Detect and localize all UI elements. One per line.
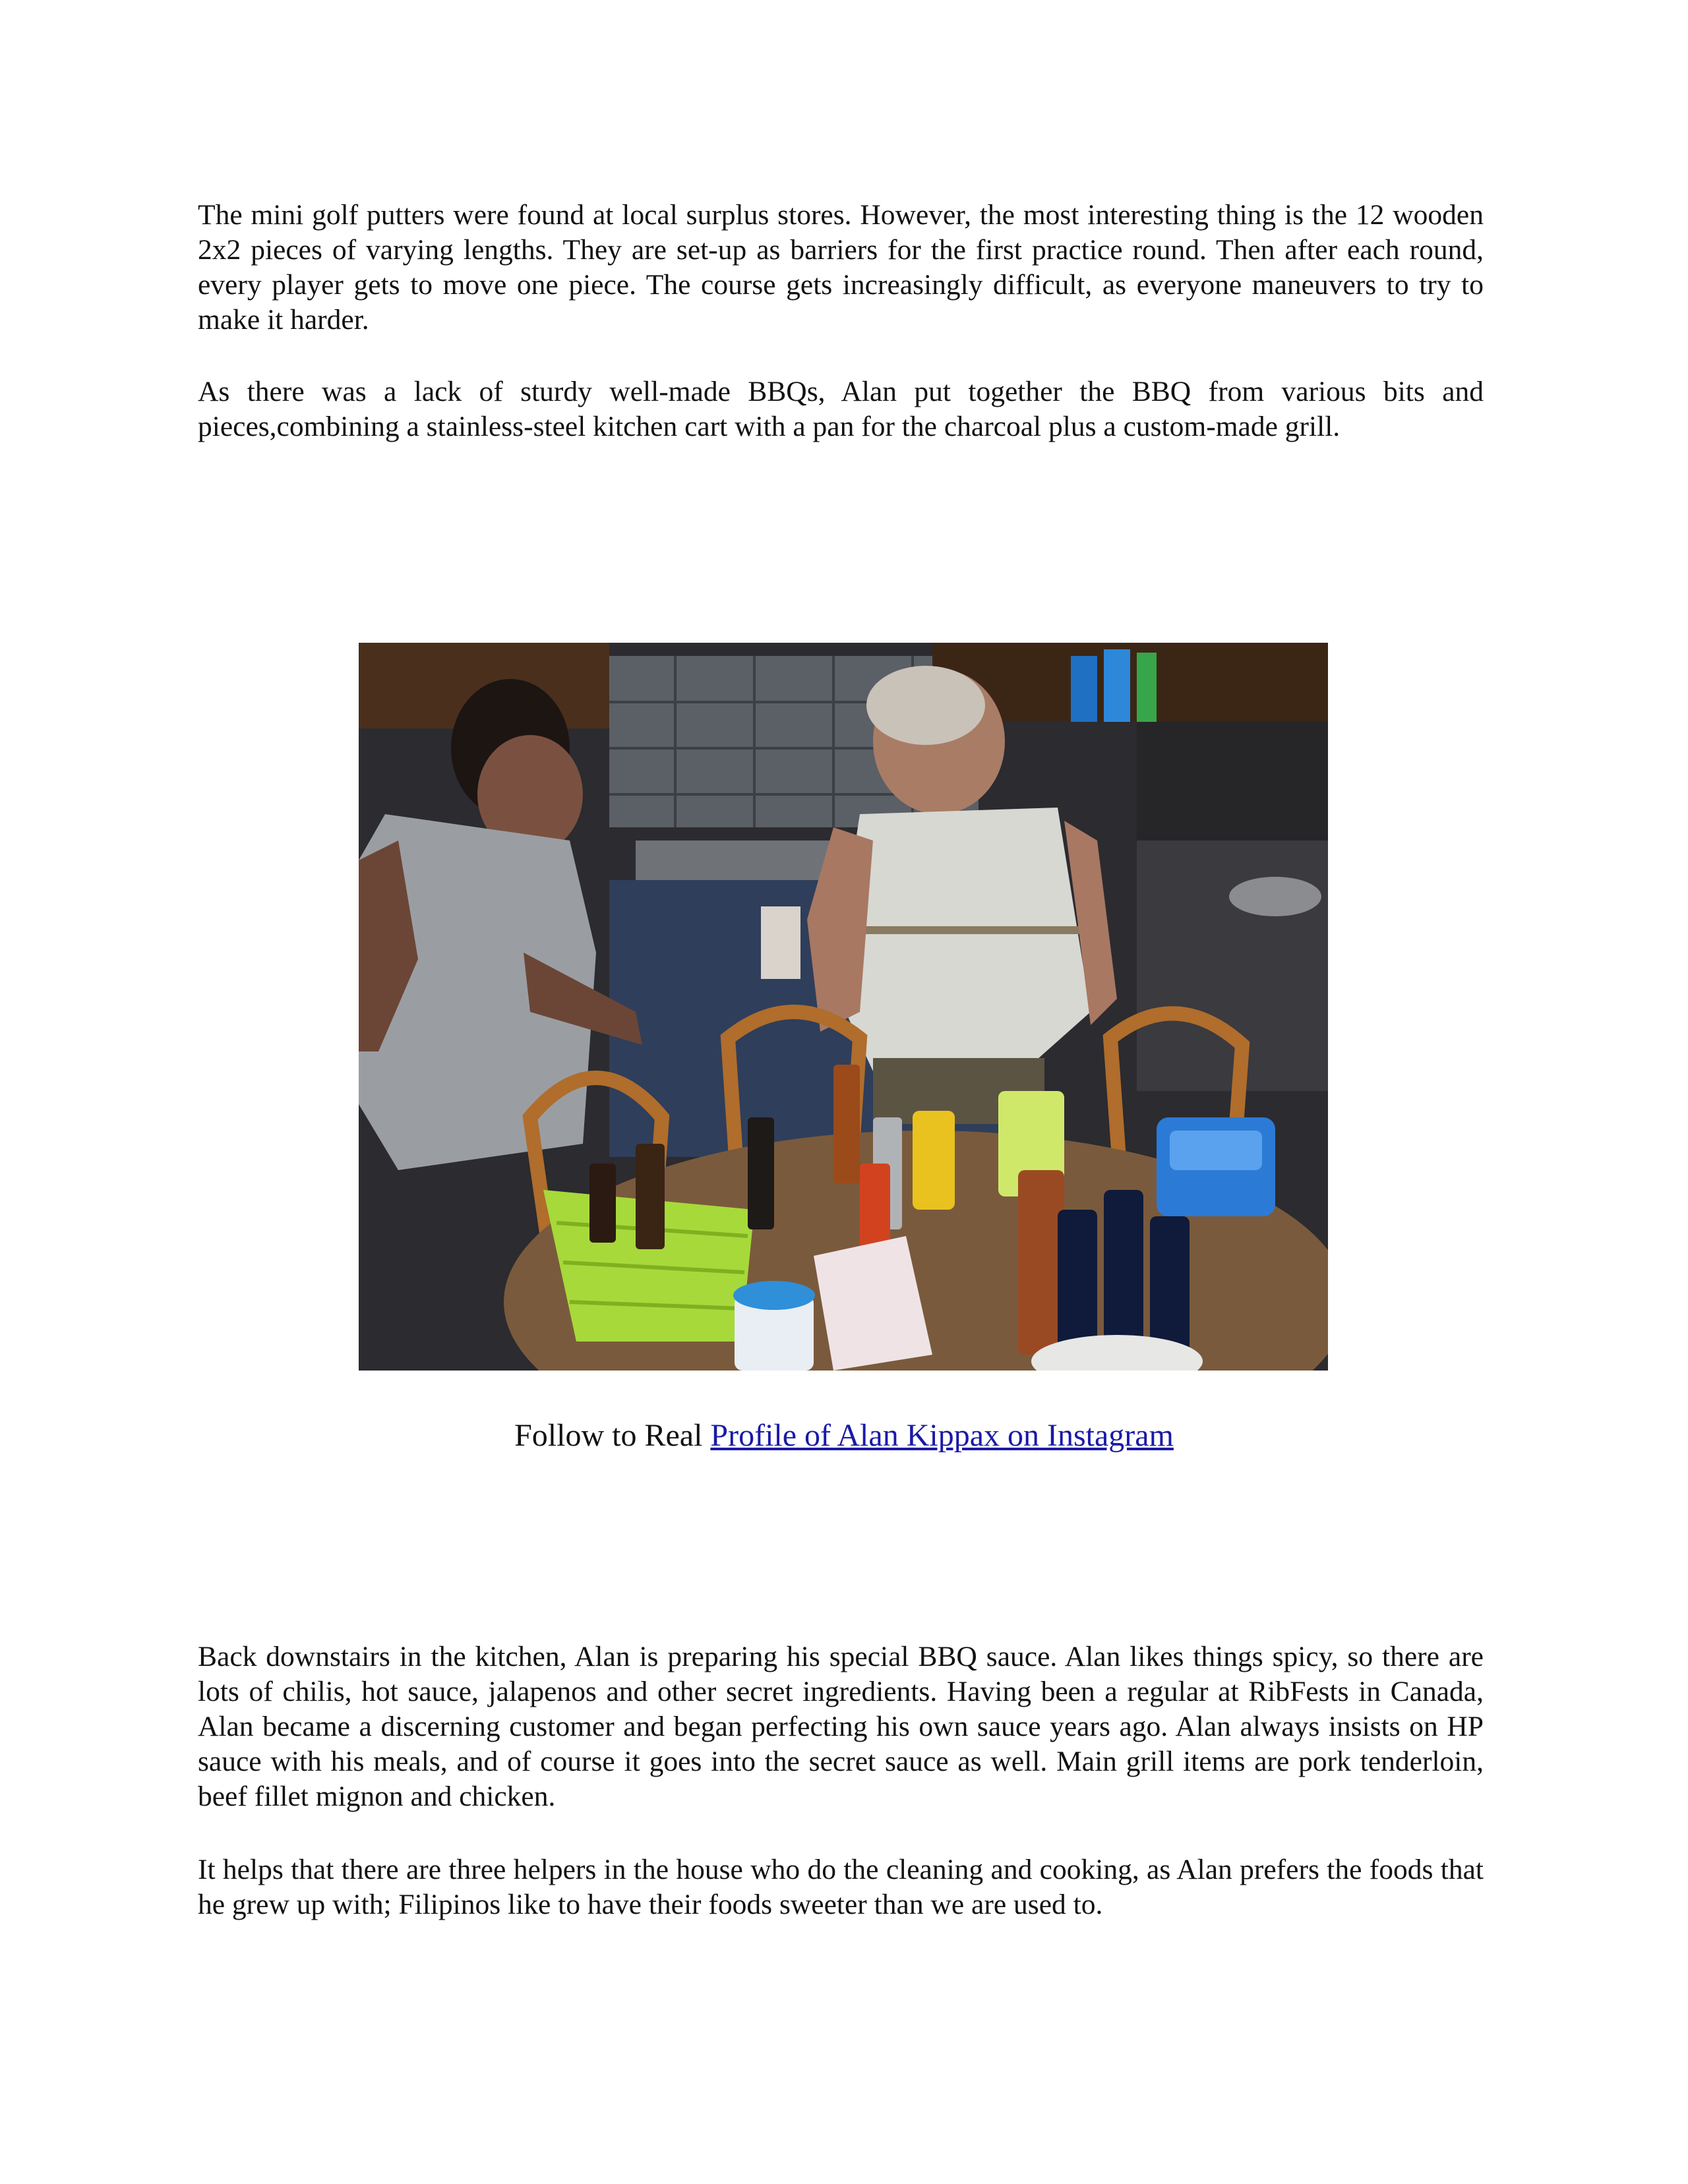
instagram-caption: [0, 1416, 1688, 1456]
kitchen-photo: [359, 643, 1328, 1371]
paragraph-mini-golf: The mini golf putters were found at local surplus stores. However, the most interesting thing is the 12 wooden 2x2 pieces of varying lengths. They are set-up as barriers for the first practice round. Then after each round, every player gets to move one piece. The course gets increasingly difficult, as everyone maneuvers to try to make it harder.: [198, 199, 1484, 336]
instagram-profile-link[interactable]: Profile of Alan Kippax on Instagram: [710, 1418, 1174, 1453]
paragraph-helpers: It helps that there are three helpers in the house who do the cleaning and cooking, as Alan prefers the foods that he grew up with; Filipinos like to have their foods sweeter than we are used to.: [198, 1854, 1484, 1920]
caption-prefix: Follow to Real: [514, 1418, 711, 1453]
paragraph-bbq-sauce: Back downstairs in the kitchen, Alan is preparing his special BBQ sauce. Alan likes things spicy, so there are lots of chilis, hot sauce, jalapenos and other secret ingredients. Having been a regular at RibFests in Canada, Alan became a discerning customer and began perfecting his own sauce years ago. Alan always insists on HP sauce with his meals, and of course it goes into the secret sauce as well. Main grill items are pork tenderloin, beef fillet mignon and chicken.: [198, 1641, 1484, 1812]
paragraph-bbq-build: As there was a lack of sturdy well-made BBQs, Alan put together the BBQ from various bits and pieces,combining a stainless-steel kitchen cart with a pan for the charcoal plus a custom-made grill.: [198, 376, 1484, 442]
